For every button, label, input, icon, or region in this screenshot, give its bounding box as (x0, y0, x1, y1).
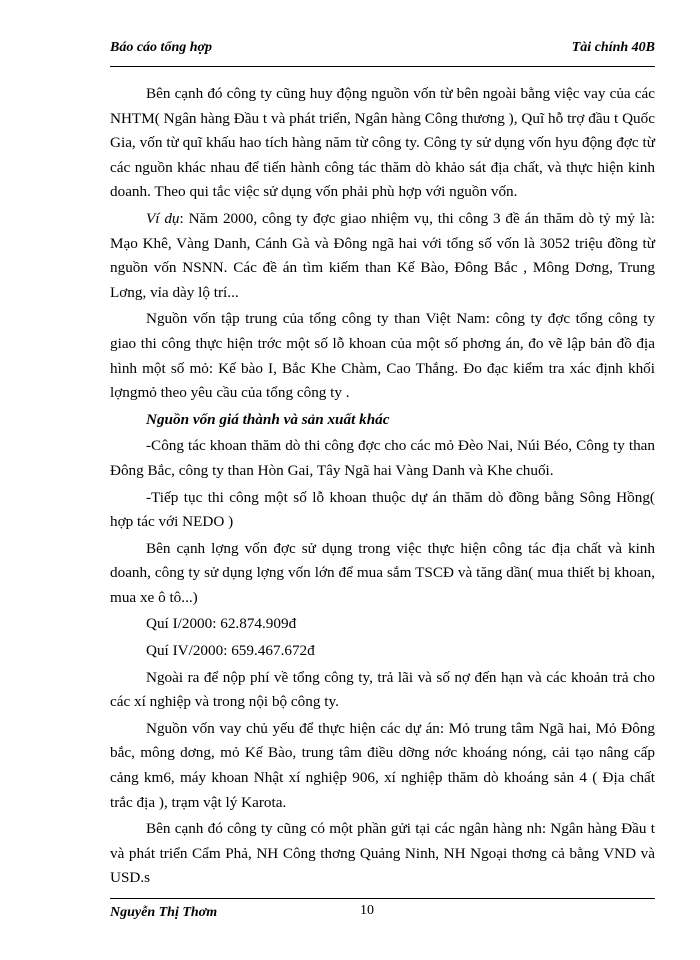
paragraph-text: Bên cạnh đó công ty cũng huy động nguồn vốn từ bên ngoài bằng việc vay của các NHTM( Ngân hàng Đầu t và phát triển, Ngân hàng Công thương ), Quĩ hỗ trợ đầu t Quốc Gia, vốn từ quĩ khấu hao tích hàng năm từ công ty. Công ty sử dụng vốn hyu động đợc từ các nguồn khác nhau để tiến hành công tác thăm dò khảo sát địa chất, và thực hiện kinh doanh. Theo qui tắc việc sử dụng vốn phải phù hợp với nguồn vốn. (110, 85, 655, 201)
footer-author: Nguyễn Thị Thơm (110, 905, 218, 920)
paragraph-text: : Năm 2000, công ty đợc giao nhiệm vụ, thi công 3 đề án thăm dò tỷ mỷ là: Mạo Khê, Vàng Danh, Cánh Gà và Đông ngã hai với tổng số vốn là 3052 triệu đồng từ nguồn vốn NSNN. Các đề án tìm kiếm than Kế Bào, Đông Bắc , Mông Dơng, Trung Lơng, vỉa dày lộ trí... (110, 209, 656, 301)
paragraph-text: Nguồn vốn tập trung của tổng công ty than Việt Nam: công ty đợc tổng công ty giao thi công thực hiện trớc một số lỗ khoan của một số phơng án, đo vẽ lập bản đồ địa hình một số mỏ: Kế bào I, Bắc Khe Chàm, Cao Thắng. Đo đạc kiểm tra xác định khối lợngmỏ theo yêu cầu của tổng công ty . (110, 310, 655, 402)
paragraph (110, 817, 655, 891)
paragraph (110, 486, 655, 535)
paragraph-lead: Ví dụ (146, 209, 180, 227)
paragraph-text: -Tiếp tục thi công một số lỗ khoan thuộc dự án thăm dò đồng bằng Sông Hồng( hợp tác với NEDO ) (110, 488, 655, 531)
paragraph-text: Quí IV/2000: 659.467.672đ (146, 642, 315, 660)
header-right-title: Tài chính 40B (571, 40, 655, 55)
page-footer (110, 898, 655, 923)
paragraph-text: Ngoài ra để nộp phí về tổng công ty, trả lãi và số nợ đến hạn và các khoản trả cho các xí nghiệp và trong nội bộ công ty. (110, 668, 655, 711)
paragraph (110, 612, 655, 637)
header-left-title: Báo cáo tổng hợp (110, 40, 213, 55)
paragraph-text: Nguồn vốn giá thành và sản xuất khác (146, 410, 390, 428)
paragraph (110, 307, 655, 405)
section-heading (110, 408, 655, 433)
paragraph-text: Quí I/2000: 62.874.909đ (146, 615, 297, 633)
page-header (110, 40, 655, 67)
page-number: 10 (360, 903, 374, 918)
paragraph (110, 207, 655, 305)
paragraph (110, 82, 655, 205)
paragraph-text: -Công tác khoan thăm dò thi công đợc cho các mỏ Đèo Nai, Núi Béo, Công ty than Đông Bắc, công ty than Hòn Gai, Tây Ngã hai Vàng Danh và Khe chuối. (110, 437, 655, 479)
paragraph-text: Bên cạnh đó công ty cũng có một phần gửi tại các ngân hàng nh: Ngân hàng Đầu t và phát triển Cẩm Phả, NH Công thơng Quảng Ninh, NH Ngoại thơng cả bằng VND và USD.s (110, 820, 655, 887)
paragraph-text: Nguồn vốn vay chủ yếu để thực hiện các dự án: Mỏ trung tâm Ngã hai, Mỏ Đông bắc, mông dơng, mỏ Kế Bào, trung tâm điều dỡng nớc khoáng nóng, cải tạo nâng cấp cảng km6, máy khoan Nhật xí nghiệp 906, xí nghiệp thăm dò khoáng sản 4 ( Địa chất trắc địa ), trạm vật lý Karota. (110, 719, 655, 811)
paragraph (110, 537, 655, 611)
paragraph (110, 717, 655, 815)
document-body (110, 82, 655, 893)
paragraph (110, 639, 655, 664)
paragraph (110, 434, 655, 483)
paragraph-text: Bên cạnh lợng vốn đợc sử dụng trong việc thực hiện công tác địa chất và kinh doanh, công ty sử dụng lợng vốn lớn để mua sắm TSCĐ và tăng dần( mua thiết bị khoan, mua xe ô tô...) (110, 539, 655, 606)
paragraph (110, 666, 655, 715)
